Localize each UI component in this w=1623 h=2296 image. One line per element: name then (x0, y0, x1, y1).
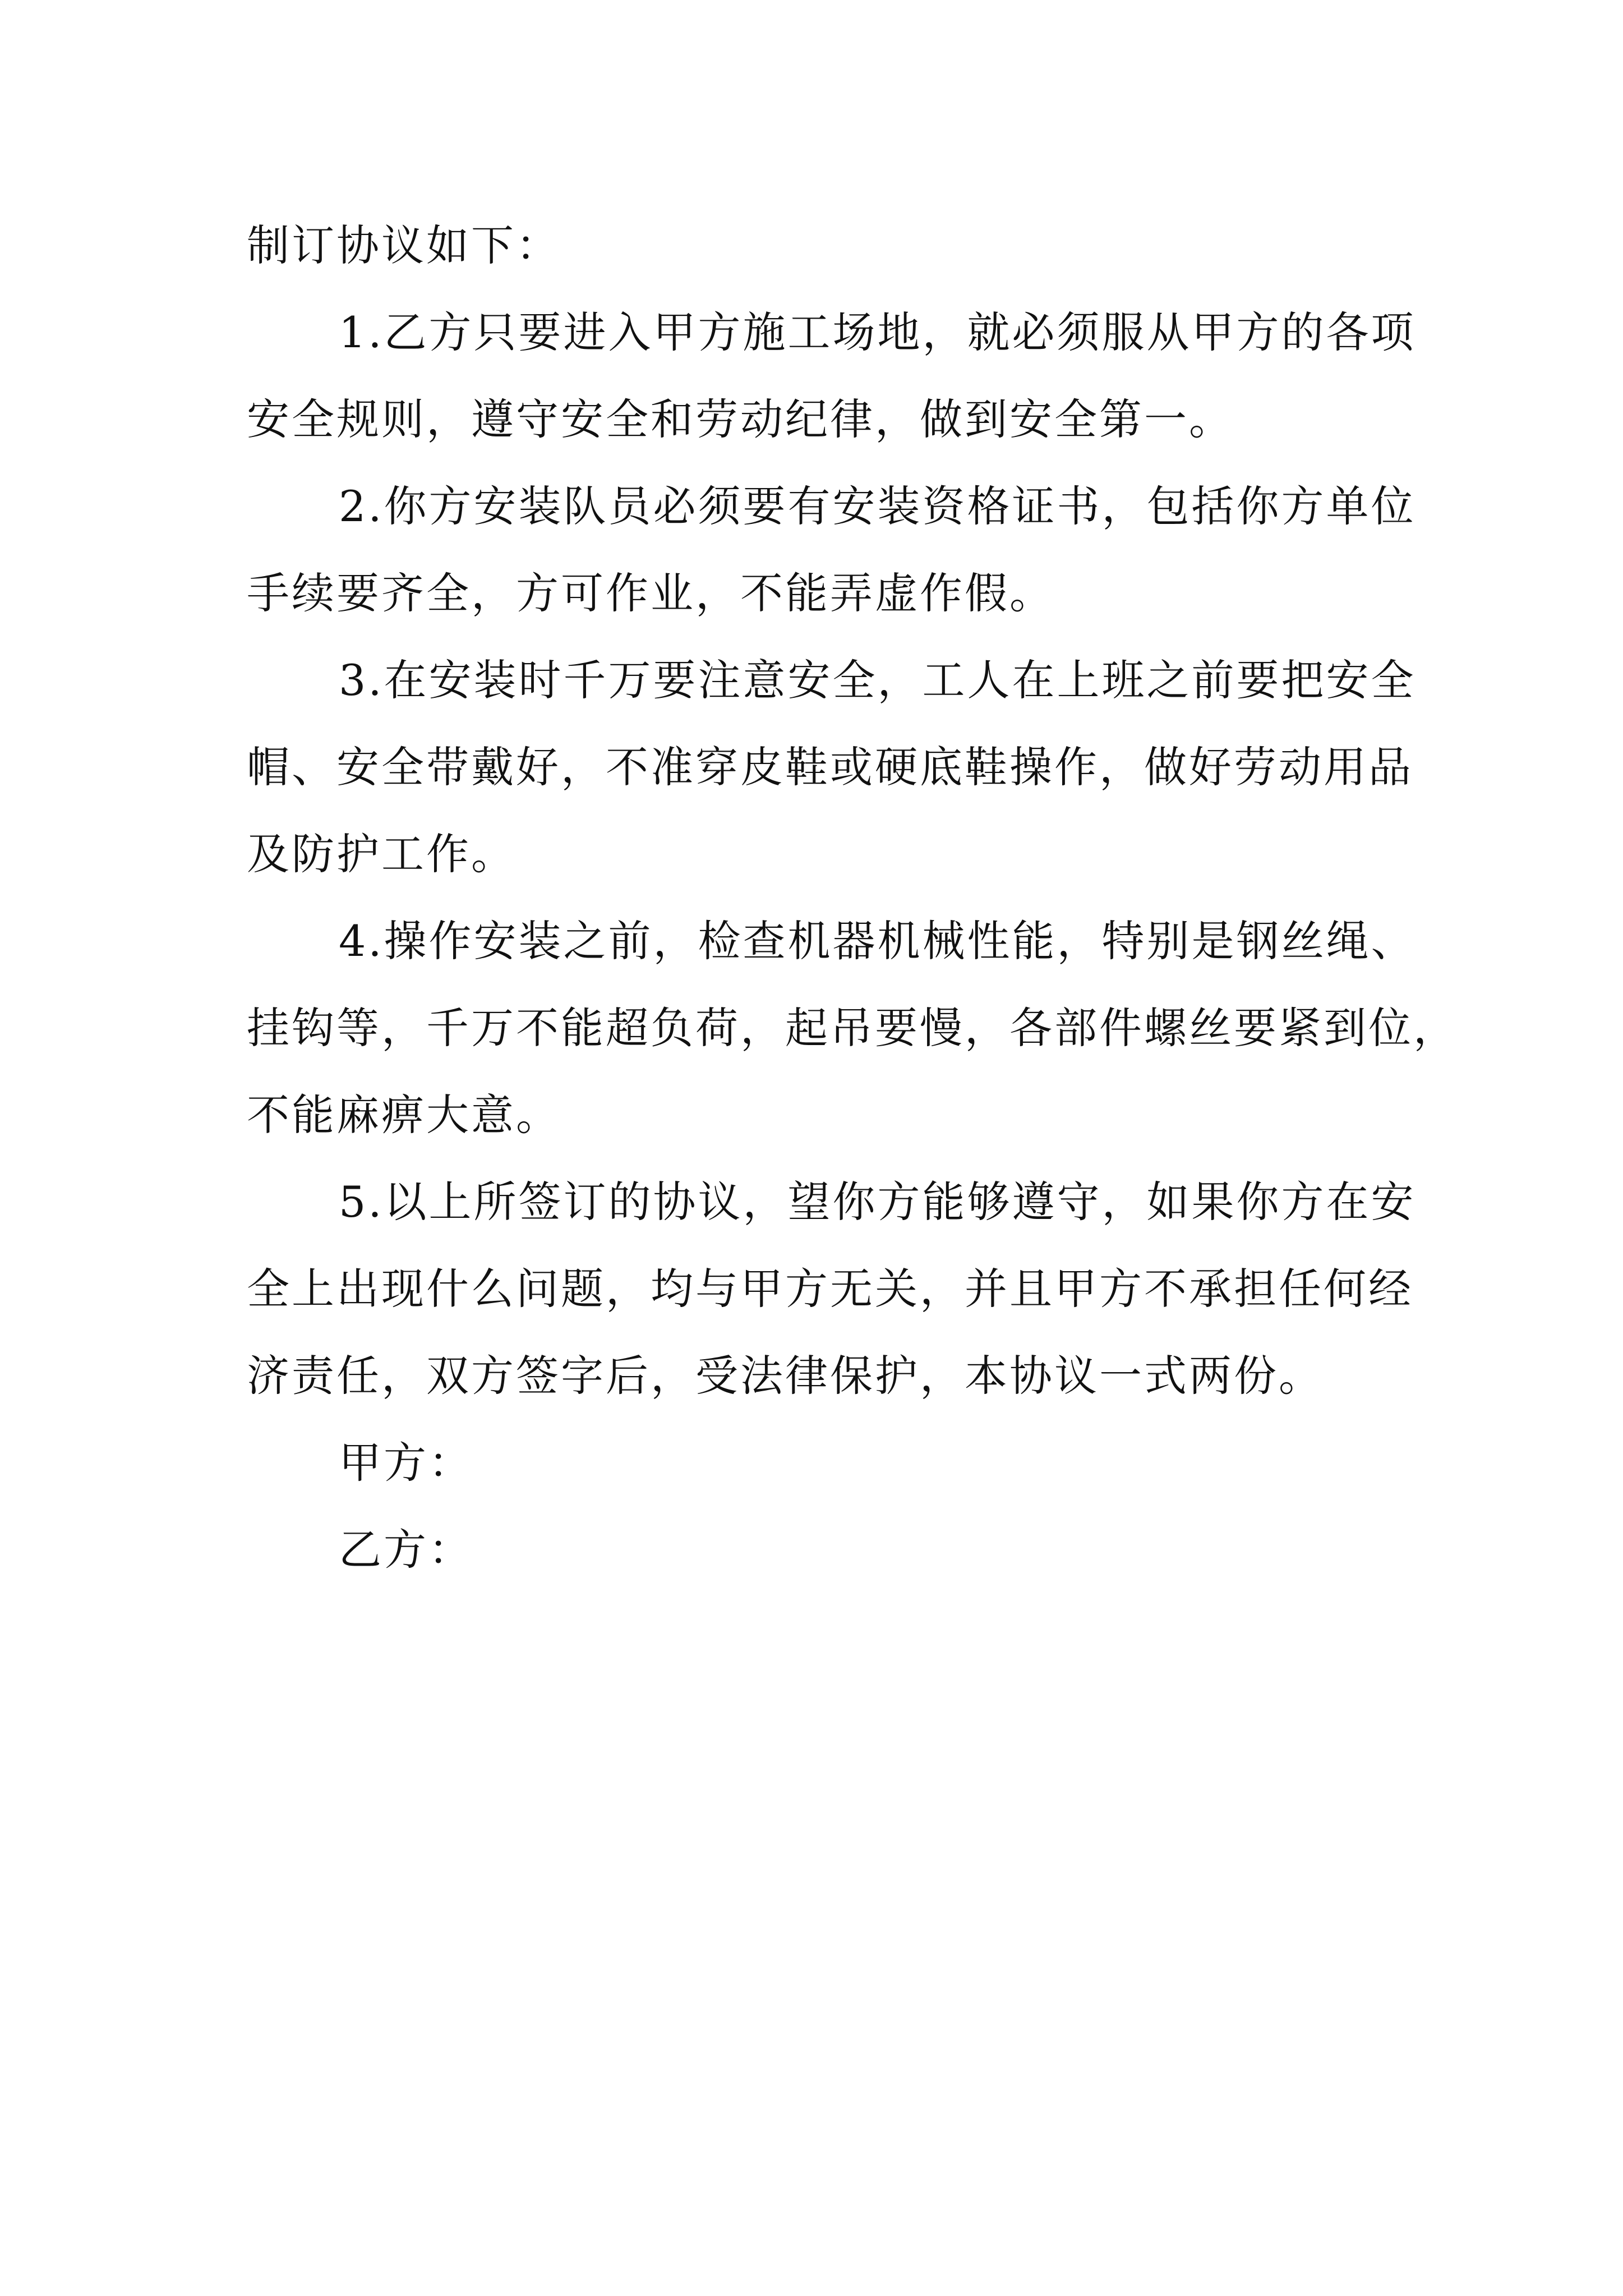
clause-1-line-2: 安全规则，遵守安全和劳动纪律，做到安全第一。 (247, 394, 1234, 444)
clause-4-line-2: 挂钩等，千万不能超负荷，起吊要慢，各部件螺丝要紧到位， (247, 1003, 1458, 1053)
clause-5-line-3: 济责任，双方签字后，受法律保护，本协议一式两份。 (247, 1351, 1324, 1401)
clause-4 (247, 898, 1458, 1158)
clause-2-line-2: 手续要齐全，方可作业，不能弄虚作假。 (247, 568, 1054, 618)
clause-3-line-1: 3.在安装时千万要注意安全，工人在上班之前要把安全 (339, 655, 1416, 705)
clause-3-line-3: 及防护工作。 (247, 829, 516, 879)
clause-1 (247, 289, 1416, 463)
intro-line: 制订协议如下： (247, 220, 561, 270)
clause-5 (247, 1158, 1416, 1419)
clause-4-line-3: 不能麻痹大意。 (247, 1090, 561, 1140)
clause-5-line-2: 全上出现什么问题，均与甲方无关，并且甲方不承担任何经 (247, 1264, 1413, 1314)
clause-2-line-1: 2.你方安装队员必须要有安装资格证书，包括你方单位 (339, 481, 1416, 531)
clause-5-line-1: 5.以上所签订的协议，望你方能够遵守，如果你方在安 (339, 1177, 1416, 1227)
clause-3 (247, 637, 1416, 898)
clause-1-line-1: 1.乙方只要进入甲方施工场地，就必须服从甲方的各项 (339, 307, 1416, 357)
clause-3-line-2: 帽、安全带戴好，不准穿皮鞋或硬底鞋操作，做好劳动用品 (247, 742, 1413, 792)
document-body (247, 202, 1458, 1593)
clause-2 (247, 463, 1416, 637)
intro-paragraph (247, 202, 1391, 289)
clause-4-line-1: 4.操作安装之前，检查机器机械性能，特别是钢丝绳、 (339, 916, 1416, 966)
signature-block (247, 1419, 1391, 1593)
party-b-signature: 乙方： (339, 1525, 473, 1575)
party-a-signature: 甲方： (339, 1438, 473, 1488)
